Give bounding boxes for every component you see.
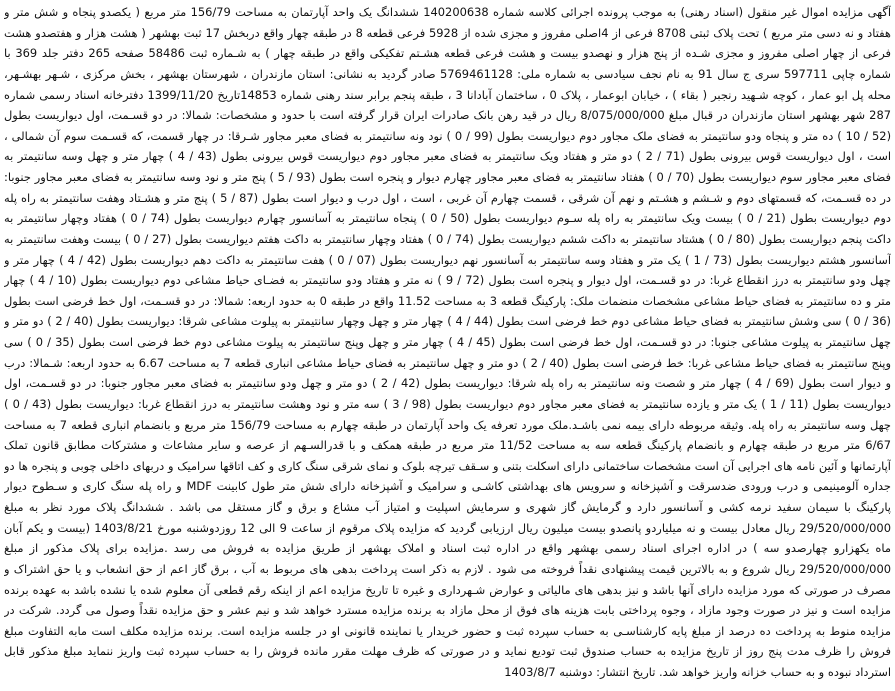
auction-notice-document xyxy=(4,2,891,689)
auction-notice-text: آگهی مزایده اموال غیر منقول (اسناد رهنی) به موجب پرونده اجرائی کلاسه شماره 140200638 ششدانگ یک واحد آپارتمان به مساحت 156/79 متر مربع ( یکصدو پنجاه و شش متر و هفتاد و نه دسی متر مربع ) تحت پلاک ثبتی 8708 فرعی از 4اصلی مفروز و مجزی شده از 5928 فرعی قطعه 8 در طبقه چهار واقع دربخش 17 ثبت بهشهر ( هشت هزار و هفتصدو هشت فرعی از چهار اصلی مفروز و مجزی شـده از پنج هزار و نهصدو بیست و هشت فرعی قطعه هشـتم تفکیکی واقع در طبقه چهار ) به شـماره ثبت 58486 صفحه 265 دفتر جلد 369 با شماره چاپی 597711 سری ج سال 91 به نام نجف سیادسی به شماره ملی: 5769461128 صادر گردید به نشانی: استان مازندران ، شهرستان بهشهر ، بخش مرکزی ، شـهر بهشـهر، محله پل ابو عمار ، کوچه شـهید رنجبر ( بقاء ) ، خیابان ابوعمار ، پلاک 0 ، ساختمان آبادانا 3 ، طبقه پنجم برابر سند رهنی شماره 14853تاریخ 1399/11/20 دفترخانه اسناد رسمی شماره 287 شهر بهشهر استان مازندران در قبال مبلغ 8/075/000/000 ریال در قید رهن بانک صادرات ایران قرار گرفته است با حدود و مشخصات: شمالا: در دو قسـمت، اول دیواریست بطول (52 / 10 ) ده متر و پنجاه ودو سانتیمتر به فضای ملک مجاور دوم دیواریست بطول (99 / 0 ) نود ونه سانتیمتر به فضای معبر مجاور شـرقا: در چهار قسمت، که قسـمت سوم آن شمالی ، است ، اول دیواریست قوس بیرونی بطول (71 / 2 ) دو متر و هفتاد ویک سانتیمتر به فضای معبر مجاور دوم دیواریست قوس بیرونی بطول (43 / 4 ) چهار متر و چهل وسه سانتیمتر به فضای معبر مجاور سوم دیواریست بطول (70 / 0 ) هفتاد سانتیمتر به فضای معبر مجاور چهارم دیوار و پنجره است بطول (93 / 5 ) پنج متر و نود وسه سانتیمتر به فضای معبر مجاور جنوبا: در ده قسـمت، که قسمتهای دوم و شـشم و هشـتم و نهم آن شرقی ، قسمت چهارم آن غربی ، است ، اول درب و دیوار است بطول (87 / 5 ) پنج متر و هشـتاد وهفت سانتیمتر به راه پله دوم دیواریست بطول (21 / 0 ) بیست ویک سانتیمتر به راه پله سـوم دیواریست بطول (50 / 0 ) پنجاه سانتیمتر به آسانسور چهارم دیواریست بطول (74 / 0 ) هفتاد وچهار سانتیمتر به داکت پنجم دیواریست بطول (80 / 0 ) هشتاد سانتیمتر به داکت ششم دیواریست بطول (74 / 0 ) هفتاد وچهار سانتیمتر به داکت هفتم دیواریست بطول (27 / 0 ) بیست وهفت سانتیمتر به آسانسور هشتم دیواریست بطول (73 / 1 ) یک متر و هفتاد وسه سانتیمتر به آسانسور نهم دیواریست بطول (07 / 0 ) هفت سانتیمتر به داکت دهم دیواریست بطول (42 / 4 ) چهار متر و چهل ودو سانتیمتر به درز انقطاع غربا: در دو قسـمت، اول دیوار و پنجره است بطول (72 / 9 ) نه متر و هفتاد ودو سانتیمتر به فضـای حیاط مشاعی دوم دیواریست بطول (10 / 4 ) چهار متر و ده سانتیمتر به فضای حیاط مشاعی مشخصات منضمات ملک: پارکینگ قطعه 3 به مساحت 11.52 واقع در طبقه 0 به حدود اربعه: شمالا: در دو قسـمت، اول خط فرضی است بطول (36 / 0 ) سی وشش سانتیمتر به فضای حیاط مشاعی دوم خط فرضی است بطول (44 / 4 ) چهار متر و چهل وچهار سانتیمتر به پیلوت مشاعی شرقا: دیواریست بطول (40 / 2 ) دو متر و چهل سانتیمتر به پیلوت مشاعی جنوبا: در دو قسـمت، اول خط فرضی است بطول (45 / 4 ) چهار متر و چهل وپنج سانتیمتر به پیلوت مشاعی دوم خط فرضی است بطول (35 / 0 ) سی وپنج سانتیمتر به فضای حیاط مشاعی غربا: خط فرضی است بطول (40 / 2 ) دو متر و چهل سانتیمتر به فضای حیاط مشاعی انباری قطعه 7 به مساحت 6.67 به حدود اربعه: شـمالا: درب و دیوار است بطول (69 / 4 ) چهار متر و شصت ونه سانتیمتر به راه پله شرقا: دیواریست بطول (42 / 2 ) دو متر و چهل ودو سانتیمتر به فضای معبر مجاور جنوبا: در دو قسـمت، اول دیواریست بطول (11 / 1 ) یک متر و یازده سانتیمتر به فضای معبر مجاور دوم دیواریست بطول (98 / 3 ) سه متر و نود وهشت سانتیمتر به درز انقطاع غربا: دیواریست بطول (43 / 0 ) چهل وسه سانتیمتر به راه پله. وثیقه مربوطه دارای بیمه نمی باشـد.ملک مورد تعرفه یک واحد آپارتمان در طبقه چهارم به مساحت 156/79 متر مربع و بانضمام انباری قطعه 7 به مساحت 6/67 متر مربع در طبقه چهارم و بانضمام پارکینگ قطعه سه به مساحت 11/52 متر مربع در طبقه همکف و با قدرالسـهم از عرصه و سایر مشاعات و مشترکات مطابق قانون تملک آپارتمانها و آئین نامه های اجرایی آن است مشخصات ساختمانی دارای اسکلت بتنی و سـقف تیرچه بلوک و نمای شرقی سنگ کاری و کف اتاقها سرامیک و دربهای داخلی چوبی و پنجره ها دو جداره آلومینیمی و درب ورودی ضدسرقت و آشپزخانه و سرویس های بهداشتی کاشـی و سرامیک و آشپزخانه دارای شش متر طول کابینت MDF و راه پله سنگ کاری و سـطوح دیوار پارکینگ با سیمان سفید نرمه کشی و آسانسور دارد و گرمایش گاز شهری و سرمایش اسپلیت و امتیاز آب مشاع و برق و گاز مستقل می باشد . ششدانگ پلاک مورد نظر به مبلغ 29/520/000/000 ریال معادل بیست و نه میلیاردو پانصدو بیست میلیون ریال ارزیابی گردید که مزایده پلاک مرقوم از ساعت 9 الی 12 روزدوشنبه مورخ 1403/8/21 (بیست و یکم آبان ماه یکهزارو چهارصدو سه ) در اداره اجرای اسناد رسمی بهشهر واقع در اداره ثبت اسناد و املاک بهشهر از طریق مزایده به فروش می رسد .مزایده برای پلاک مذکور از مبلغ 29/520/000/000 ریال شروع و به بالاترین قیمت پیشنهادی نقداً فروخته می شود . لازم به ذکر است پرداخت بدهی های مربوط به آب ، برق گاز اعم از حق انشعاب و یا حق اشتراک و مصرف در صورتی که مورد مزایده دارای آنها باشد و نیز بدهی های مالیاتی و عوارض شـهرداری و غیره تا تاریخ مزایده اعم از اینکه رقم قطعی آن معلوم شده یا نشده باشد به عهده برنده مزایده است و نیز در صورت وجود مازاد ، وجوه پرداختی بابت هزینه های فوق از محل مازاد به برنده مزایده مسترد خواهد شد و نیم عشر و حق مزایده نقداً وصول می گردد. شرکت در مزایده منوط به پرداخت ده درصد از مبلغ پایه کارشناسـی به حساب سپرده ثبت و حضور خریدار یا نماینده قانونی او در جلسه مزایده است. برنده مزایده مکلف است مابه التفاوت مبلغ فروش را ظرف مدت پنج روز از تاریخ مزایده به حساب صندوق ثبت تودیع نماید و در صورتی که ظرف مهلت مقرر مانده فروش را به حساب سپرده ثبت واریز ننماید مبلغ مذکور قابل استرداد نبوده و به حساب خزانه واریز خواهد شد. تاریخ انتشار: دوشنبه 1403/8/7 xyxy=(4,5,891,679)
